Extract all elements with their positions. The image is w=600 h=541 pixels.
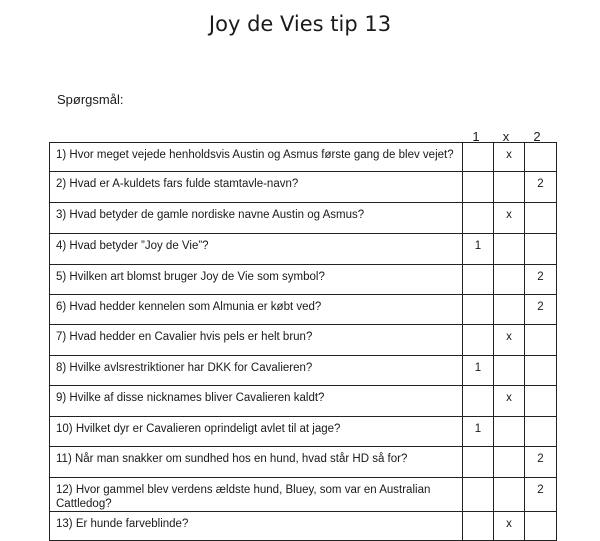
answer-cell-2: 2 (525, 265, 557, 295)
answer-cell-x (494, 447, 525, 478)
answer-cell-1 (463, 143, 494, 172)
answer-cell-2: 2 (525, 295, 557, 325)
answer-cell-x (494, 265, 525, 295)
answer-cell-x (494, 172, 525, 203)
table-row (50, 234, 557, 265)
answer-cell-2 (525, 203, 557, 234)
quiz-table (49, 142, 557, 541)
answer-cell-x (494, 356, 525, 386)
answer-cell-x: x (494, 386, 525, 417)
table-row (50, 172, 557, 203)
table-row (50, 265, 557, 295)
question-text: 8) Hvilke avlsrestriktioner har DKK for Cavalieren? (50, 356, 463, 386)
answer-cell-2: 2 (525, 172, 557, 203)
column-header-x: x (502, 129, 510, 144)
answer-cell-x (494, 234, 525, 265)
question-text: 1) Hvor meget vejede henholdsvis Austin og Asmus første gang de blev vejet? (50, 143, 463, 172)
answer-cell-1: 1 (463, 234, 494, 265)
question-text: 10) Hvilket dyr er Cavalieren oprindeligt avlet til at jage? (50, 417, 463, 447)
answer-cell-1 (463, 512, 494, 541)
answer-cell-x: x (494, 325, 525, 356)
table-row (50, 512, 557, 541)
answer-cell-x: x (494, 512, 525, 541)
question-text: 6) Hvad hedder kennelen som Almunia er købt ved? (50, 295, 463, 325)
answer-cell-2 (525, 512, 557, 541)
answer-cell-1 (463, 295, 494, 325)
table-row (50, 386, 557, 417)
answer-cell-1 (463, 203, 494, 234)
answer-cell-1 (463, 386, 494, 417)
answer-cell-1 (463, 447, 494, 478)
table-row (50, 203, 557, 234)
page-title: Joy de Vies tip 13 (208, 12, 392, 36)
answer-cell-2 (525, 325, 557, 356)
question-text: 13) Er hunde farveblinde? (50, 512, 463, 541)
answer-cell-x (494, 295, 525, 325)
question-text: 7) Hvad hedder en Cavalier hvis pels er helt brun? (50, 325, 463, 356)
answer-cell-x: x (494, 203, 525, 234)
answer-cell-1 (463, 172, 494, 203)
question-text: 11) Når man snakker om sundhed hos en hund, hvad står HD så for? (50, 447, 463, 478)
question-text: 3) Hvad betyder de gamle nordiske navne Austin og Asmus? (50, 203, 463, 234)
answer-cell-1 (463, 265, 494, 295)
table-row (50, 478, 557, 512)
question-text: 9) Hvilke af disse nicknames bliver Cavalieren kaldt? (50, 386, 463, 417)
answer-cell-1 (463, 325, 494, 356)
answer-cell-1 (463, 478, 494, 512)
answer-cell-2: 2 (525, 447, 557, 478)
table-row (50, 356, 557, 386)
answer-cell-2 (525, 386, 557, 417)
table-row (50, 325, 557, 356)
answer-cell-x (494, 478, 525, 512)
answer-cell-1: 1 (463, 356, 494, 386)
table-row (50, 417, 557, 447)
column-header-1: 1 (472, 129, 480, 144)
answer-cell-1: 1 (463, 417, 494, 447)
table-row (50, 295, 557, 325)
column-header-2: 2 (533, 129, 541, 144)
question-text: 2) Hvad er A-kuldets fars fulde stamtavle-navn? (50, 172, 463, 203)
answer-cell-2 (525, 356, 557, 386)
answer-cell-2 (525, 417, 557, 447)
answer-cell-2 (525, 143, 557, 172)
table-row (50, 447, 557, 478)
question-text: 12) Hvor gammel blev verdens ældste hund, Bluey, som var en Australian Cattledog? (50, 478, 463, 512)
table-row (50, 143, 557, 172)
answer-cell-x (494, 417, 525, 447)
answer-cell-2 (525, 234, 557, 265)
answer-cell-x: x (494, 143, 525, 172)
question-text: 4) Hvad betyder ”Joy de Vie”? (50, 234, 463, 265)
answer-cell-2: 2 (525, 478, 557, 512)
question-text: 5) Hvilken art blomst bruger Joy de Vie som symbol? (50, 265, 463, 295)
section-label: Spørgsmål: (57, 92, 124, 107)
